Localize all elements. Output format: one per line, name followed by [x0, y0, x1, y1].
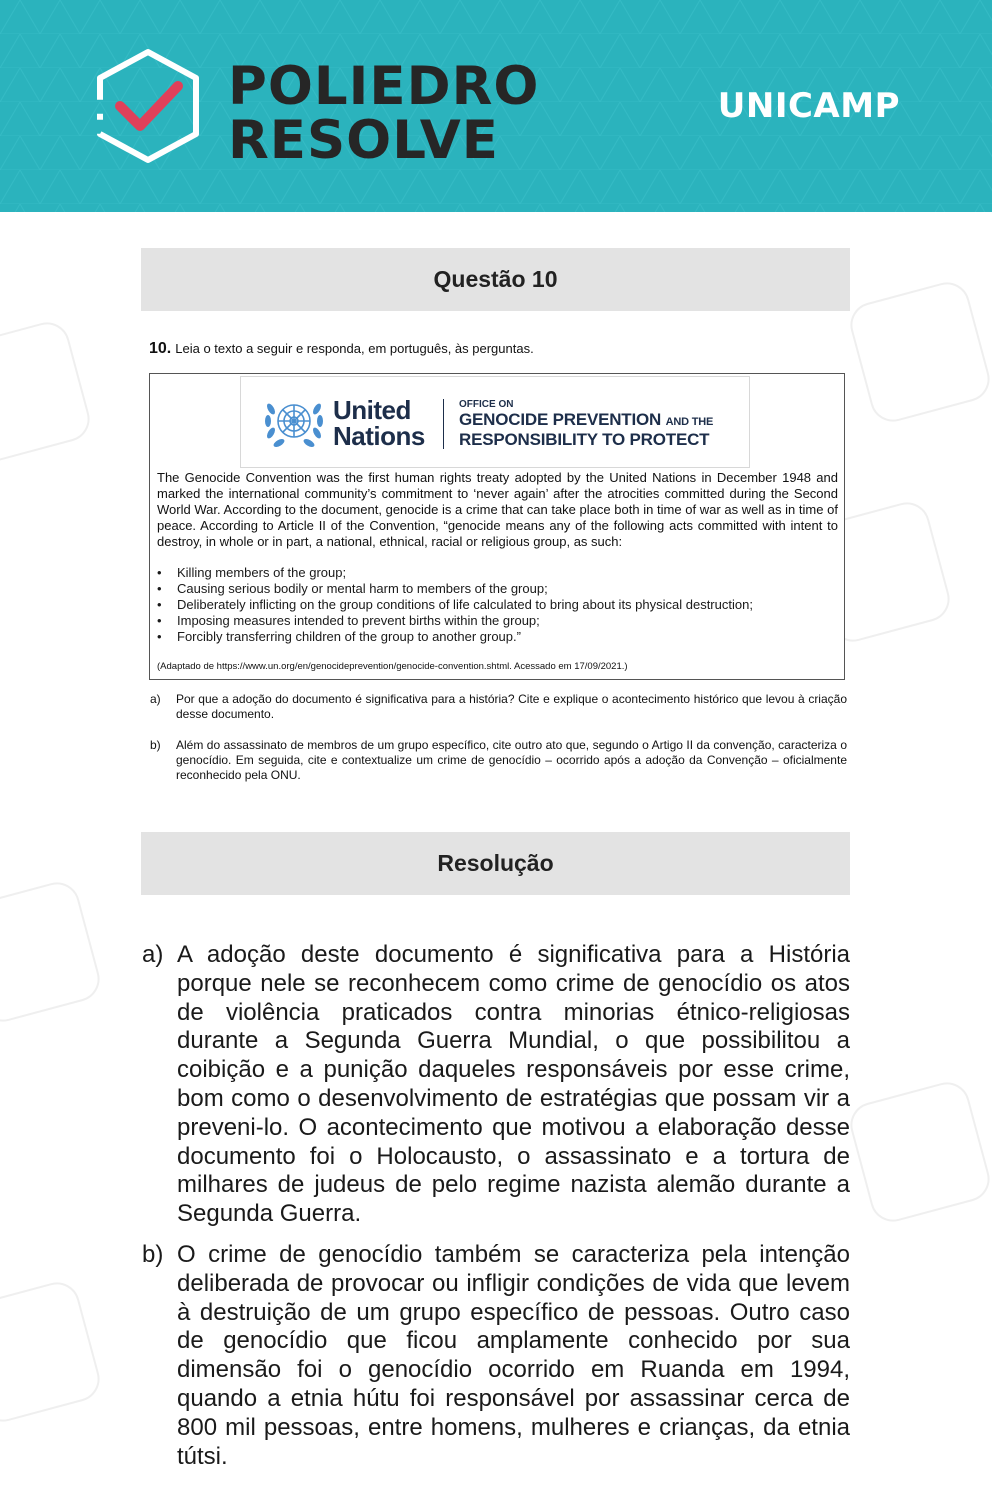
un-emblem-icon: [263, 395, 325, 451]
list-item: • Causing serious bodily or mental harm to members of the group;: [157, 581, 838, 597]
genocide-acts-list: [157, 565, 838, 645]
un-name: United Nations: [333, 395, 425, 451]
question-title: Questão 10: [141, 248, 850, 311]
list-item: • Killing members of the group;: [157, 565, 838, 581]
brand-title-line1: POLIEDRO: [228, 56, 540, 117]
question-intro: [149, 340, 534, 358]
header-banner: [0, 0, 992, 212]
list-item: • Forcibly transferring children of the group to another group.”: [157, 629, 838, 645]
banner-divider: [443, 399, 444, 449]
item-text: Por que a adoção do documento é significativa para a história? Cite e explique o acontecimento histórico que levou à criação desse documento.: [176, 692, 847, 721]
source-citation: (Adaptado de https://www.un.org/en/genocideprevention/genocide-convention.shtml. Acessado em 17/09/2021.): [157, 661, 628, 672]
question-item-a: [150, 692, 847, 722]
question-number: 10.: [149, 340, 172, 357]
question-passage: The Genocide Convention was the first human rights treaty adopted by the United Nations in December 1948 and marked the international community’s commitment to ‘never again’ after the atrocities committed during the Second World War. According to the document, genocide is a crime that can take place both in time of war as well as in time of peace. According to Article II of the Convention, “genocide means any of the following acts committed with intent to destroy, in whole or in part, a national, ethnical, racial or religious group, as such:: [157, 470, 838, 549]
item-text: Além do assassinato de membros de um grupo específico, cite outro ato que, segundo o Artigo II da convenção, caracteriza o genocídio. Em seguida, cite e contextualize um crime de genocídio – ocorrido após a adoção da Convenção – oficialmente reconhecido pela ONU.: [176, 738, 847, 782]
item-label: b): [150, 738, 161, 752]
un-banner: [240, 376, 750, 468]
resolution-title: Resolução: [141, 832, 850, 895]
list-item: • Deliberately inflicting on the group conditions of life calculated to bring about its physical destruction;: [157, 597, 838, 613]
checkmark-hexagon-icon: [92, 48, 204, 164]
exam-name: UNICAMP: [717, 86, 900, 126]
question-intro-text: Leia o texto a seguir e responda, em português, às perguntas.: [175, 341, 534, 356]
brand-title-line2: RESOLVE: [228, 110, 499, 171]
item-label: a): [150, 692, 161, 706]
list-item: • Imposing measures intended to prevent births within the group;: [157, 613, 838, 629]
item-label: b): [142, 1241, 164, 1268]
un-office-name: OFFICE ON GENOCIDE PREVENTION AND THE RESPONSIBILITY TO PROTECT: [459, 399, 714, 449]
question-item-b: [150, 738, 847, 783]
question-text-box: [149, 373, 845, 680]
item-label: a): [142, 941, 164, 968]
resolution-item-a: [142, 941, 850, 1229]
item-text: A adoção deste documento é significativa para a História porque nele se reconhecem como crime de genocídio os atos de violência praticados contra minorias étnico-religiosas durante a Segunda Guerra Mundial, o que possibilitou a coibição e a punição daqueles responsáveis por esse crime, bom como o desenvolvimento de estratégias que possam vir a preveni-lo. O acontecimento que motivou a elaboração desse documento foi o Holocausto, o assassinato e a tortura de milhares de judeus de pelo regime nazista alemão durante a Segunda Guerra.: [177, 941, 850, 1228]
resolution-item-b: [142, 1241, 850, 1471]
item-text: O crime de genocídio também se caracteriza pela intenção deliberada de provocar ou infligir condições de vida que levem à destruição de um grupo específico de pessoas. Outro caso de genocídio que ficou amplamente conhecido por sua dimensão foi o genocídio ocorrido em Ruanda em 1994, quando a etnia hútu foi responsável por assassinar cerca de 800 mil pessoas, entre homens, mulheres e crianças, da etnia tútsi.: [177, 1241, 850, 1470]
